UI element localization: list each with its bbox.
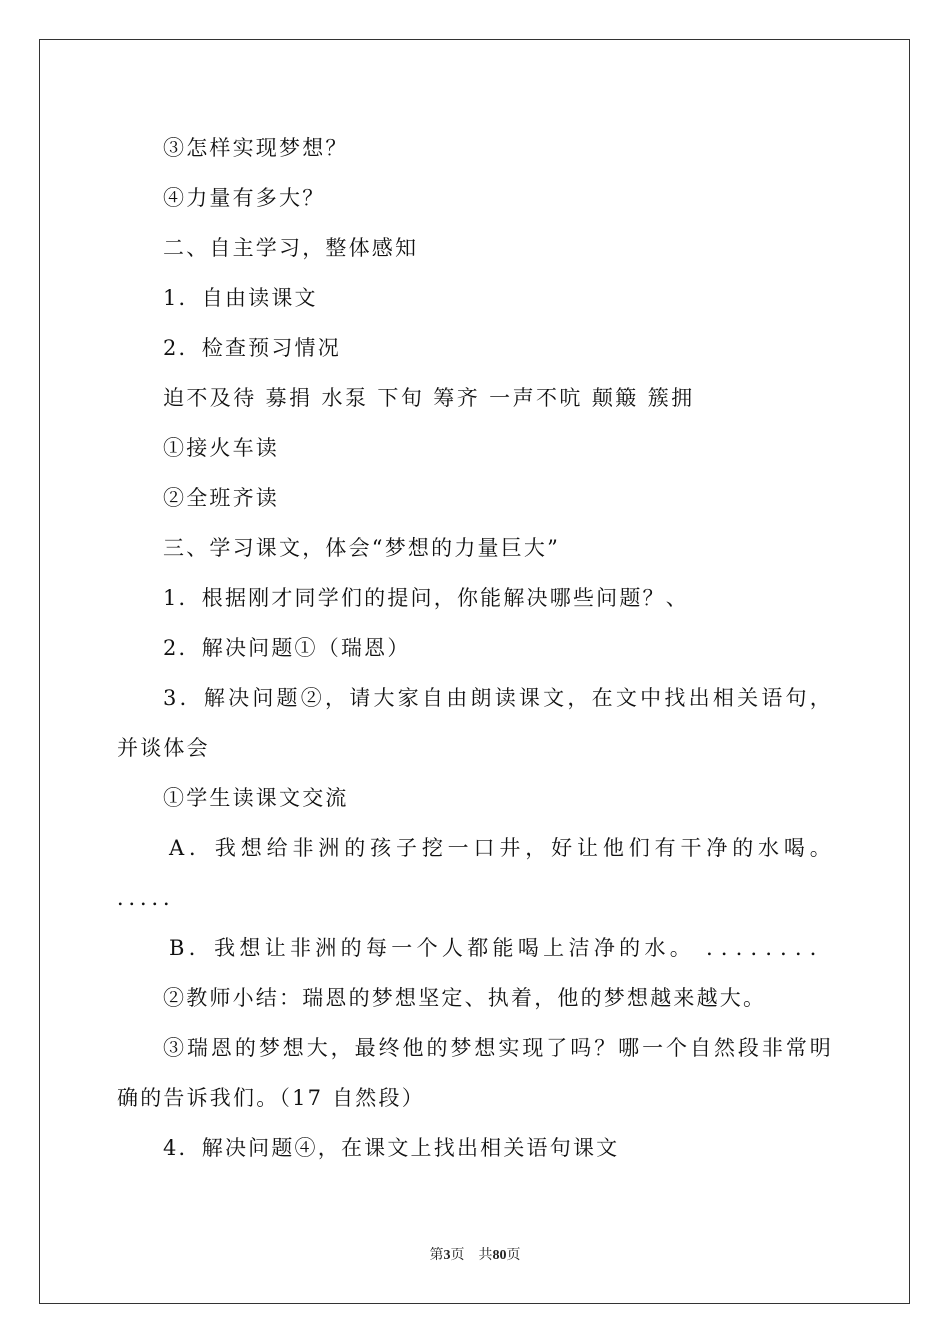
footer-total-prefix: 共 — [478, 1248, 493, 1263]
sentence-a: A．我想给非洲的孩子挖一口井，好让他们有干净的水喝。 — [169, 836, 833, 860]
page-footer — [0, 1247, 950, 1265]
footer-page-suffix: 页 — [450, 1248, 465, 1263]
total-page-count: 80 — [492, 1248, 507, 1263]
footer-total-suffix: 页 — [506, 1248, 521, 1263]
question-dream-realized: ③瑞恩的梦想大，最终他的梦想实现了吗？哪一个自然段非常明 — [163, 1036, 833, 1060]
question-dream-realized-cont: 确的告诉我们。（17 自然段） — [117, 1086, 425, 1110]
reading-method-2: ②全班齐读 — [163, 486, 279, 510]
student-exchange: ①学生读课文交流 — [163, 786, 349, 810]
sentence-a-dots: ．．．．． — [117, 886, 185, 910]
step-solve-question-4: 4．解决问题④，在课文上找出相关语句课文 — [163, 1136, 620, 1160]
section-heading-2: 二、自主学习，整体感知 — [163, 236, 419, 260]
question-4: ④力量有多大？ — [163, 186, 326, 210]
step-solve-questions: 1．根据刚才同学们的提问，你能解决哪些问题？、 — [163, 586, 689, 610]
step-solve-question-2-cont: 并谈体会 — [117, 736, 210, 760]
step-check-preview: 2．检查预习情况 — [163, 336, 341, 360]
current-page-number: 3 — [443, 1248, 451, 1263]
page-border — [39, 39, 910, 1304]
step-solve-question-1: 2．解决问题①（瑞恩） — [163, 636, 411, 660]
question-3: ③怎样实现梦想？ — [163, 136, 349, 160]
step-solve-question-2: 3．解决问题②，请大家自由朗读课文，在文中找出相关语句， — [163, 686, 833, 710]
footer-prefix: 第 — [429, 1248, 444, 1263]
sentence-b: B．我想让非洲的每一个人都能喝上洁净的水。 ．．．．．．．． — [169, 936, 833, 960]
section-heading-3: 三、学习课文，体会“梦想的力量巨大” — [163, 536, 561, 560]
step-free-reading: 1．自由读课文 — [163, 286, 318, 310]
reading-method-1: ①接火车读 — [163, 436, 279, 460]
vocabulary-list: 迫不及待 募捐 水泵 下旬 筹齐 一声不吭 颠簸 簇拥 — [163, 386, 695, 410]
teacher-summary: ②教师小结：瑞恩的梦想坚定、执着，他的梦想越来越大。 — [163, 986, 767, 1010]
